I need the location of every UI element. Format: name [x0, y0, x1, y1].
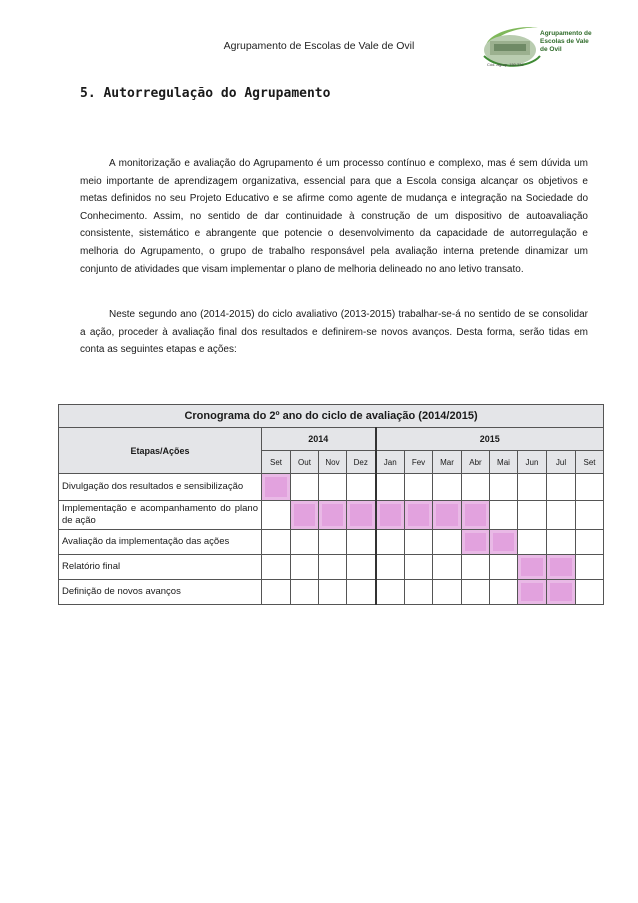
schedule-cell: [405, 530, 433, 555]
month-header: Fev: [405, 451, 433, 474]
month-header: Jan: [376, 451, 405, 474]
schedule-cell-active: [262, 474, 291, 501]
schedule-cell: [576, 555, 604, 580]
section-title: 5. Autorregulação do Agrupamento: [80, 86, 331, 101]
schedule-cell: [547, 501, 576, 530]
schedule-cell: [376, 530, 405, 555]
schedule-cell: [376, 580, 405, 605]
table-caption: Cronograma do 2º ano do ciclo de avaliação (2014/2015): [59, 405, 604, 428]
schedule-cell: [462, 555, 490, 580]
paragraph-1: [80, 155, 588, 278]
schedule-cell: [490, 474, 518, 501]
schedule-cell: [462, 474, 490, 501]
schedule-cell: [319, 530, 347, 555]
paragraph-2: [80, 306, 588, 359]
month-header: Dez: [347, 451, 376, 474]
schedule-cell-active: [547, 580, 576, 605]
schedule-cell: [462, 580, 490, 605]
schedule-cell: [262, 555, 291, 580]
schedule-cell-active: [291, 501, 319, 530]
table-row: [59, 555, 604, 580]
schedule-cell: [433, 580, 462, 605]
schedule-cell-active: [347, 501, 376, 530]
row-label: Divulgação dos resultados e sensibilização: [59, 474, 262, 501]
schedule-cell: [518, 501, 547, 530]
month-header: Nov: [319, 451, 347, 474]
schedule-cell: [518, 530, 547, 555]
schedule-cell: [262, 530, 291, 555]
schedule-cell: [490, 580, 518, 605]
schedule-cell: [347, 555, 376, 580]
schedule-cell: [319, 580, 347, 605]
row-label: Relatório final: [59, 555, 262, 580]
schedule-cell: [405, 580, 433, 605]
schedule-cell: [376, 555, 405, 580]
schedule-cell: [433, 555, 462, 580]
schedule-cell: [433, 530, 462, 555]
schedule-cell-active: [405, 501, 433, 530]
schedule-cell: [291, 530, 319, 555]
logo-name: Agrupamento de Escolas de Vale de Ovil: [540, 30, 592, 53]
schedule-cell: [291, 474, 319, 501]
month-header: Mar: [433, 451, 462, 474]
schedule-cell: [405, 555, 433, 580]
schedule-cell-active: [433, 501, 462, 530]
table-row: [59, 474, 604, 501]
page-header-title: Agrupamento de Escolas de Vale de Ovil: [223, 40, 415, 52]
row-label: Implementação e acompanhamento do plano de ação: [59, 501, 262, 530]
logo-code: Cód. Agrup. 150.332: [487, 62, 524, 67]
schedule-cell: [433, 474, 462, 501]
schedule-cell-active: [319, 501, 347, 530]
schedule-cell: [347, 530, 376, 555]
schedule-cell-active: [518, 555, 547, 580]
schedule-cell: [576, 474, 604, 501]
table-row: [59, 530, 604, 555]
schedule-cell: [576, 580, 604, 605]
year-header-2015: 2015: [376, 428, 604, 451]
schedule-cell-active: [518, 580, 547, 605]
table-row: [59, 501, 604, 530]
month-header: Jun: [518, 451, 547, 474]
schedule-cell-active: [376, 501, 405, 530]
month-header: Jul: [547, 451, 576, 474]
schedule-cell: [347, 474, 376, 501]
schedule-cell: [547, 530, 576, 555]
schedule-cell-active: [547, 555, 576, 580]
schedule-cell: [262, 580, 291, 605]
paragraph-2-text: Neste segundo ano (2014-2015) do ciclo avaliativo (2013-2015) trabalhar-se-á no sentido de se consolidar a ação, proceder à avaliação final dos resultados e definirem-se novos avanços. Desta forma, serão tidas em conta as seguintes etapas e ações:: [80, 309, 588, 356]
schedule-cell: [291, 555, 319, 580]
month-header: Set: [576, 451, 604, 474]
schedule-cell: [576, 501, 604, 530]
schedule-cell: [319, 474, 347, 501]
table-row: [59, 580, 604, 605]
schedule-cell-active: [490, 530, 518, 555]
schedule-cell: [547, 474, 576, 501]
year-header-2014: 2014: [262, 428, 376, 451]
schedule-cell: [319, 555, 347, 580]
month-header: Abr: [462, 451, 490, 474]
schedule-cell: [490, 501, 518, 530]
schedule-cell: [518, 474, 547, 501]
month-header: Mai: [490, 451, 518, 474]
month-header: Set: [262, 451, 291, 474]
schedule-cell: [376, 474, 405, 501]
schedule-cell-active: [462, 530, 490, 555]
schedule-cell-active: [462, 501, 490, 530]
month-header: Out: [291, 451, 319, 474]
row-label: Avaliação da implementação das ações: [59, 530, 262, 555]
schedule-cell: [405, 474, 433, 501]
schedule-cell: [291, 580, 319, 605]
row-label: Definição de novos avanços: [59, 580, 262, 605]
paragraph-1-text: A monitorização e avaliação do Agrupamento é um processo contínuo e complexo, mas é sem dúvida um meio importante de aprendizagem organizativa, essencial para que a Escola consiga alcançar os objetivos e metas definidos no seu Projeto Educativo e se afirme como agente de mudança e integração na Sociedade do Conhecimento. Assim, no sentido de dar continuidade à construção de um dispositivo de autoavaliação consistente, sistemático e abrangente que potencie o desenvolvimento da capacidade de autorregulação e melhoria do Agrupamento, o grupo de trabalho responsável pela avaliação interna pretende dinamizar um conjunto de atividades que visam implementar o plano de melhoria delineado no ano letivo transato.: [80, 158, 588, 275]
schedule-cell: [262, 501, 291, 530]
schedule-cell: [347, 580, 376, 605]
schedule-cell: [490, 555, 518, 580]
schedule-cell: [576, 530, 604, 555]
schedule-table: [58, 404, 604, 605]
row-header-label: Etapas/Ações: [59, 428, 262, 474]
